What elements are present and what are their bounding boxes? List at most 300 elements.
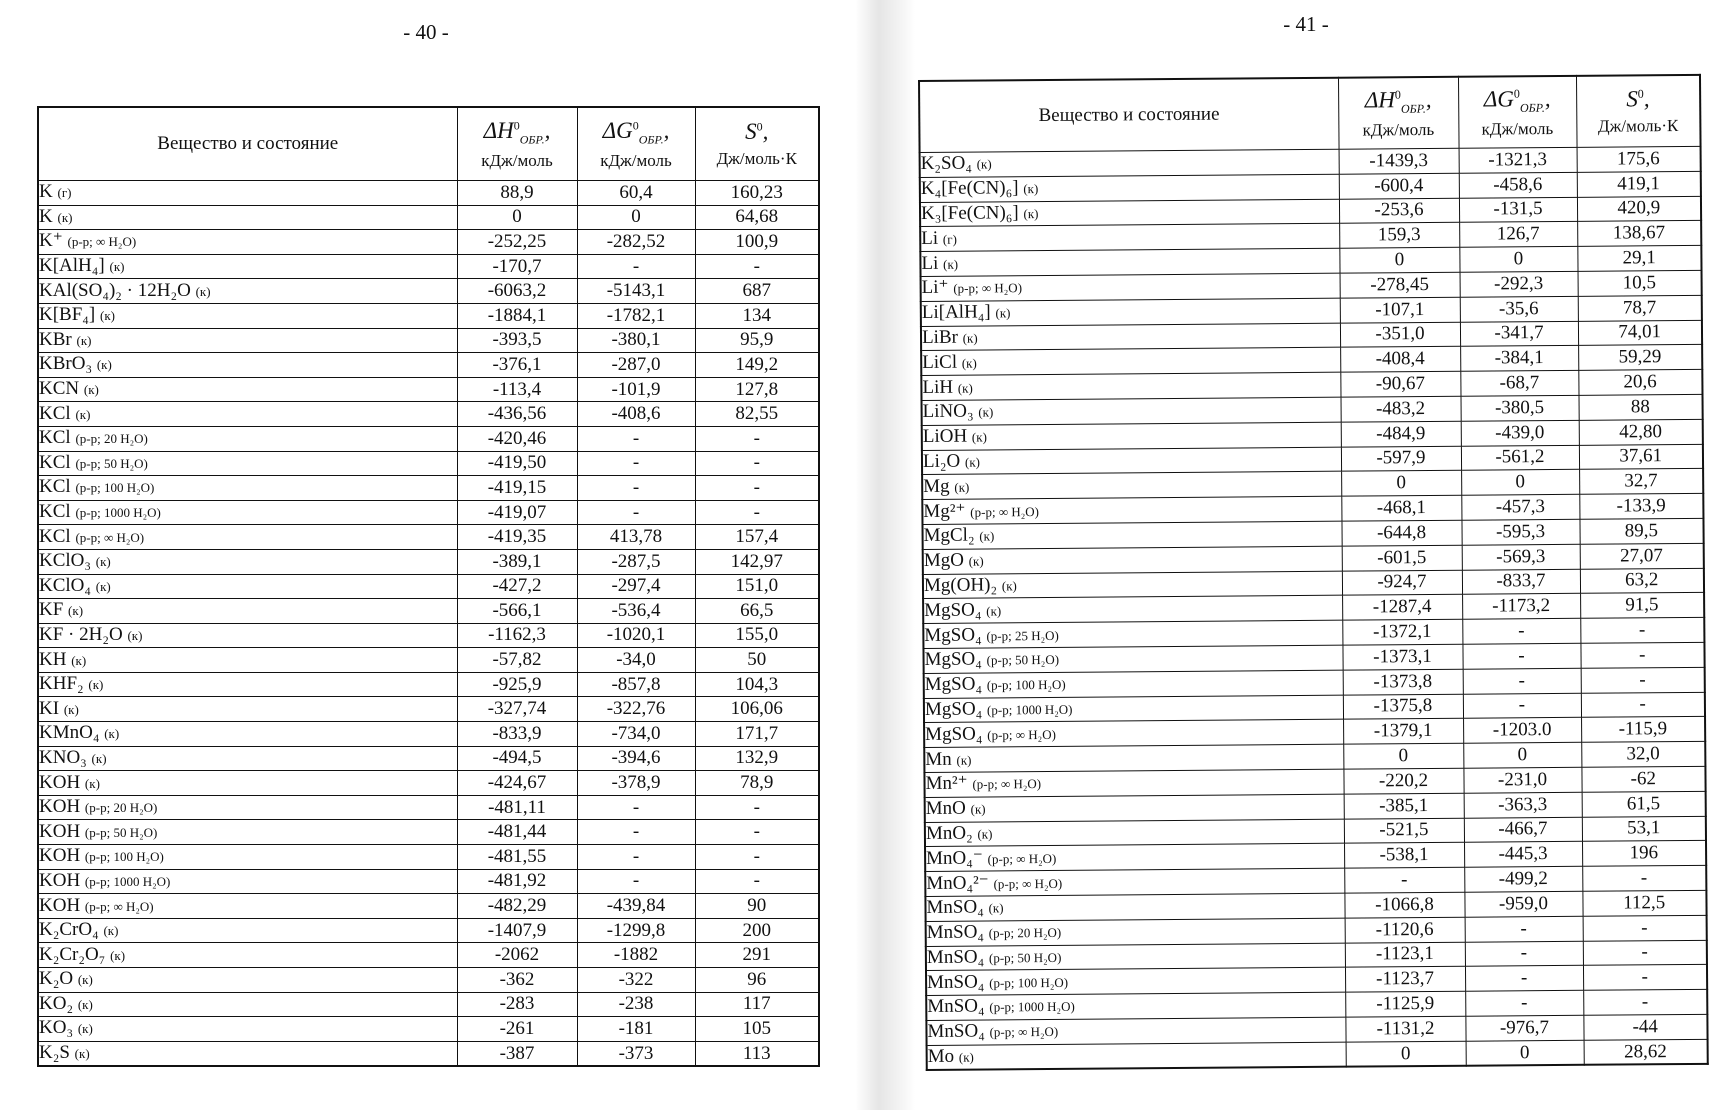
substance-cell — [924, 695, 1343, 723]
substance-formula: KCl — [39, 451, 71, 473]
substance-cell — [921, 298, 1340, 326]
substance-formula: LiCl — [922, 351, 958, 373]
substance-formula: MgSO₄ — [924, 698, 983, 720]
substance-cell — [922, 397, 1341, 425]
gibbs-cell: -363,3 — [1464, 792, 1582, 818]
substance-cell — [38, 525, 457, 550]
gibbs-cell: 0 — [577, 205, 695, 230]
gibbs-cell: -1782,1 — [577, 303, 695, 328]
header-enthalpy-unit: кДж/моль — [481, 150, 553, 170]
gibbs-cell: - — [577, 476, 695, 501]
substance-formula: KCl — [39, 501, 71, 523]
enthalpy-cell: -1884,1 — [457, 303, 577, 328]
substance-formula: KClO₄ — [39, 574, 92, 596]
enthalpy-cell: -1373,1 — [1342, 644, 1462, 670]
enthalpy-cell: -494,5 — [457, 746, 577, 771]
table-row — [38, 500, 819, 525]
substance-cell — [38, 746, 457, 771]
entropy-cell: 420,9 — [1577, 196, 1701, 222]
substance-cell — [38, 402, 457, 427]
table-row — [927, 1039, 1708, 1070]
entropy-cell: 113 — [695, 1041, 819, 1066]
substance-cell — [922, 521, 1341, 549]
enthalpy-cell: -385,1 — [1344, 793, 1464, 819]
substance-state: (к) — [962, 330, 978, 346]
enthalpy-cell: -2062 — [457, 943, 577, 968]
substance-formula: KOH — [39, 820, 81, 842]
substance-state: (р-р; 1000 H₂O) — [75, 505, 161, 521]
substance-cell — [38, 181, 457, 206]
entropy-cell: 10,5 — [1578, 270, 1702, 296]
gibbs-cell: -408,6 — [577, 402, 695, 427]
gibbs-cell: -1173,2 — [1462, 594, 1580, 620]
gibbs-cell: -734,0 — [577, 722, 695, 747]
substance-formula: KH — [39, 648, 67, 670]
entropy-cell: 74,01 — [1578, 320, 1702, 346]
substance-cell — [920, 174, 1339, 202]
substance-formula: LiNO₃ — [922, 400, 974, 423]
substance-state: (р-р; 1000 H₂O) — [986, 701, 1073, 718]
substance-cell — [921, 273, 1340, 301]
gibbs-cell: -68,7 — [1460, 370, 1578, 396]
table-row — [38, 869, 819, 894]
enthalpy-cell: -220,2 — [1343, 768, 1463, 794]
enthalpy-cell: -261 — [457, 1017, 577, 1042]
enthalpy-cell: -600,4 — [1339, 173, 1459, 199]
substance-formula: MgCl₂ — [923, 524, 975, 547]
substance-state: (к) — [104, 726, 120, 742]
entropy-cell: 66,5 — [695, 599, 819, 624]
gibbs-cell: -341,7 — [1460, 321, 1578, 347]
header-enthalpy: $\Delta H^0_{ОБР.}$, кДж/моль — [1338, 77, 1459, 149]
substance-state: (к) — [68, 603, 84, 619]
entropy-cell: 134 — [695, 303, 819, 328]
substance-formula: MnSO₄ — [927, 995, 985, 1018]
substance-state: (к) — [964, 454, 981, 470]
entropy-cell: - — [695, 254, 819, 279]
substance-state: (к) — [995, 305, 1011, 321]
entropy-cell: 132,9 — [695, 746, 819, 771]
substance-cell — [38, 279, 457, 304]
table-row — [38, 746, 819, 771]
substance-cell — [38, 476, 457, 501]
substance-cell — [38, 943, 457, 968]
enthalpy-cell: -468,1 — [1341, 495, 1461, 521]
substance-state: (к) — [57, 209, 73, 225]
entropy-cell: - — [1583, 989, 1707, 1015]
entropy-cell: -133,9 — [1579, 494, 1703, 520]
enthalpy-cell: -566,1 — [457, 599, 577, 624]
entropy-cell: - — [695, 795, 819, 820]
enthalpy-cell: -1066,8 — [1344, 892, 1464, 918]
substance-state: (к) — [88, 677, 104, 693]
substance-state: (р-р; ∞ H₂O) — [84, 898, 154, 914]
substance-formula: MgO — [923, 549, 964, 572]
substance-cell — [921, 372, 1340, 400]
substance-formula: KBrO₃ — [39, 353, 93, 375]
substance-cell — [924, 720, 1343, 748]
substance-formula: KCl — [39, 476, 71, 498]
enthalpy-cell: -1407,9 — [457, 918, 577, 943]
substance-formula: KCN — [39, 378, 80, 400]
substance-cell — [926, 967, 1345, 995]
substance-formula: KClO₃ — [39, 550, 92, 572]
entropy-cell: 82,55 — [695, 402, 819, 427]
table-row — [38, 549, 819, 574]
substance-formula: MgSO₄ — [925, 723, 983, 745]
substance-state: (р-р; 100 H₂O) — [989, 974, 1069, 991]
header-gibbs-sup: 0 — [632, 117, 639, 132]
entropy-cell: 151,0 — [695, 574, 819, 599]
substance-formula: KOH — [39, 845, 81, 867]
substance-formula: KNO₃ — [39, 746, 87, 768]
substance-cell — [38, 353, 457, 378]
entropy-cell: 687 — [695, 279, 819, 304]
substance-state: (к) — [109, 259, 125, 275]
entropy-cell: 160,23 — [695, 181, 819, 206]
substance-cell — [38, 697, 457, 722]
enthalpy-cell: -1123,1 — [1345, 942, 1465, 968]
substance-formula: K — [39, 181, 53, 203]
substance-cell — [38, 230, 457, 255]
header-enthalpy-symbol: ΔH — [483, 117, 514, 143]
gibbs-cell: -322,76 — [577, 697, 695, 722]
substance-state: (р-р; 1000 H₂O) — [84, 873, 171, 889]
substance-state: (р-р; ∞ H₂O) — [987, 850, 1057, 867]
enthalpy-cell: 0 — [1346, 1041, 1466, 1067]
entropy-cell: 27,07 — [1580, 543, 1704, 569]
gibbs-cell: -35,6 — [1460, 296, 1578, 322]
substance-cell — [923, 571, 1342, 599]
entropy-cell: - — [1582, 865, 1706, 891]
gibbs-cell: 60,4 — [577, 181, 695, 206]
gibbs-cell: - — [577, 795, 695, 820]
substance-state: (р-р; 50 H₂O) — [986, 652, 1060, 668]
table-row — [38, 1041, 819, 1066]
gibbs-cell: -445,3 — [1464, 842, 1582, 868]
gibbs-cell: - — [1462, 643, 1580, 669]
entropy-cell: 171,7 — [695, 722, 819, 747]
entropy-cell: 91,5 — [1580, 593, 1704, 619]
substance-cell — [38, 968, 457, 993]
substance-formula: KCl — [39, 402, 71, 424]
enthalpy-cell: -278,45 — [1340, 272, 1460, 298]
enthalpy-cell: -538,1 — [1344, 843, 1464, 869]
substance-cell — [38, 894, 457, 919]
substance-state: (к) — [84, 775, 100, 791]
substance-formula: K[BF₄] — [39, 304, 96, 326]
substance-cell — [38, 869, 457, 894]
table-row — [38, 451, 819, 476]
substance-cell — [38, 623, 457, 648]
substance-formula: K[AlH₄] — [39, 255, 105, 277]
substance-cell — [38, 254, 457, 279]
table-row — [38, 1017, 819, 1042]
substance-formula: K⁺ — [39, 230, 63, 252]
enthalpy-cell: -408,4 — [1340, 347, 1460, 373]
page-number: - 41 - — [1283, 12, 1329, 36]
gibbs-cell: - — [577, 869, 695, 894]
substance-state: (к) — [71, 652, 87, 668]
substance-cell — [38, 648, 457, 673]
substance-cell — [38, 722, 457, 747]
gibbs-cell: - — [577, 845, 695, 870]
substance-formula: KOH — [39, 894, 81, 916]
table-row — [38, 599, 819, 624]
substance-formula: Mg(OH)₂ — [923, 574, 998, 596]
substance-state: (р-р; ∞ H₂O) — [987, 726, 1056, 743]
entropy-cell: 105 — [695, 1017, 819, 1042]
gibbs-cell: -131,5 — [1459, 197, 1577, 223]
substance-cell — [926, 992, 1345, 1020]
enthalpy-cell: -597,9 — [1341, 446, 1461, 472]
entropy-cell: - — [695, 476, 819, 501]
header-gibbs-sup: 0 — [1513, 86, 1520, 101]
substance-formula: KHF₂ — [39, 673, 84, 695]
gibbs-cell: - — [577, 254, 695, 279]
substance-state: (к) — [195, 283, 211, 299]
entropy-cell: 78,7 — [1578, 295, 1702, 321]
substance-formula: KAl(SO₄)₂ · 12H₂O — [39, 279, 191, 301]
substance-state: (к) — [100, 308, 115, 324]
header-entropy-symbol: S — [1626, 86, 1638, 112]
enthalpy-cell: -924,7 — [1342, 570, 1462, 596]
substance-state: (р-р; 20 H₂O) — [75, 431, 148, 447]
enthalpy-cell: -283 — [457, 992, 577, 1017]
entropy-cell: 104,3 — [695, 672, 819, 697]
gibbs-cell: -1299,8 — [577, 918, 695, 943]
substance-formula: MnSO₄ — [927, 1020, 985, 1043]
entropy-cell: 64,68 — [695, 205, 819, 230]
substance-cell — [925, 868, 1344, 896]
header-gibbs: $\Delta G^0_{ОБР.}$, кДж/моль — [1458, 76, 1577, 148]
substance-cell — [920, 149, 1339, 177]
substance-state: (к) — [83, 382, 99, 398]
substance-formula: KMnO₄ — [39, 722, 100, 744]
substance-state: (к) — [63, 701, 79, 717]
gibbs-cell: -394,6 — [577, 746, 695, 771]
substance-formula: Li₂O — [922, 450, 961, 472]
substance-state: (к) — [970, 801, 986, 817]
entropy-cell: -44 — [1583, 1014, 1707, 1040]
substance-formula: KBr — [39, 328, 72, 350]
substance-state: (к) — [971, 429, 987, 445]
gibbs-cell: -282,52 — [577, 230, 695, 255]
enthalpy-cell: -424,67 — [457, 771, 577, 796]
gibbs-cell: -595,3 — [1461, 519, 1579, 545]
entropy-cell: -115,9 — [1581, 717, 1705, 743]
gibbs-cell: -1020,1 — [577, 623, 695, 648]
gibbs-cell: - — [1465, 916, 1583, 942]
enthalpy-cell: -521,5 — [1344, 818, 1464, 844]
substance-cell — [926, 918, 1345, 946]
header-gibbs: $\Delta G^0_{ОБР.}$, кДж/моль — [577, 107, 695, 181]
header-gibbs-symbol: ΔG — [1483, 85, 1514, 112]
table-row — [38, 328, 819, 353]
table-row — [38, 303, 819, 328]
table-row — [38, 845, 819, 870]
table-body — [38, 181, 819, 1067]
gibbs-cell: -439,0 — [1461, 420, 1579, 446]
enthalpy-cell: -419,35 — [457, 525, 577, 550]
entropy-cell: 100,9 — [695, 230, 819, 255]
substance-formula: Li — [921, 252, 939, 274]
gibbs-cell: -34,0 — [577, 648, 695, 673]
substance-state: (к) — [76, 332, 92, 348]
substance-cell — [924, 670, 1343, 698]
header-gibbs-unit: кДж/моль — [600, 150, 672, 170]
substance-state: (к) — [95, 554, 111, 570]
gibbs-cell: - — [1465, 966, 1583, 992]
enthalpy-cell: -90,67 — [1340, 371, 1460, 397]
substance-formula: K₂CrO₄ — [39, 919, 99, 941]
gibbs-cell: 413,78 — [577, 525, 695, 550]
table-row — [38, 894, 819, 919]
enthalpy-cell: -1375,8 — [1343, 694, 1463, 720]
substance-formula: KO₂ — [39, 992, 74, 1014]
enthalpy-cell: -481,55 — [457, 845, 577, 870]
entropy-cell: 291 — [695, 943, 819, 968]
substance-formula: MgSO₄ — [924, 599, 982, 621]
substance-state: (р-р; 50 H₂O) — [75, 455, 148, 471]
gibbs-cell: -292,3 — [1460, 271, 1578, 297]
substance-cell — [925, 819, 1344, 847]
header-enthalpy-sub: ОБР. — [1400, 101, 1426, 116]
gibbs-cell: -536,4 — [577, 599, 695, 624]
substance-formula: MnSO₄ — [926, 896, 984, 919]
substance-cell — [924, 769, 1343, 797]
enthalpy-cell: -1162,3 — [457, 623, 577, 648]
substance-cell — [923, 620, 1342, 648]
header-gibbs-symbol: ΔG — [602, 117, 633, 143]
enthalpy-cell: 0 — [457, 205, 577, 230]
substance-state: (р-р; 1000 H₂O) — [989, 999, 1075, 1015]
table-body — [920, 146, 1708, 1070]
substance-cell — [923, 596, 1342, 624]
gibbs-cell: -101,9 — [577, 377, 695, 402]
table-row — [38, 697, 819, 722]
substance-state: (р-р; 100 H₂O) — [84, 849, 164, 865]
enthalpy-cell: -833,9 — [457, 722, 577, 747]
entropy-cell: - — [695, 869, 819, 894]
substance-formula: KCl — [39, 427, 71, 449]
gibbs-cell: - — [1465, 941, 1583, 967]
header-enthalpy-symbol: ΔH — [1364, 86, 1395, 113]
entropy-cell: 142,97 — [695, 549, 819, 574]
entropy-cell: 88 — [1578, 394, 1702, 420]
substance-state: (к) — [1023, 206, 1039, 222]
header-gibbs-sub: ОБР. — [638, 132, 664, 147]
table-row — [38, 353, 819, 378]
enthalpy-cell: -376,1 — [457, 353, 577, 378]
enthalpy-cell: 0 — [1341, 471, 1461, 497]
enthalpy-cell: -484,9 — [1341, 421, 1461, 447]
header-enthalpy-sub: ОБР. — [519, 132, 545, 147]
substance-cell — [38, 303, 457, 328]
enthalpy-cell: -481,11 — [457, 795, 577, 820]
enthalpy-cell: -253,6 — [1339, 198, 1459, 224]
substance-state: (р-р; 50 H₂O) — [84, 824, 158, 840]
entropy-cell: 95,9 — [695, 328, 819, 353]
substance-cell — [38, 328, 457, 353]
substance-state: (к) — [127, 627, 143, 643]
enthalpy-cell: -389,1 — [457, 549, 577, 574]
substance-state: (к) — [956, 752, 972, 768]
substance-cell — [38, 992, 457, 1017]
entropy-cell: - — [695, 845, 819, 870]
enthalpy-cell: -1379,1 — [1343, 719, 1463, 745]
substance-formula: Mo — [927, 1045, 955, 1068]
substance-formula: K₂S — [39, 1042, 70, 1064]
substance-formula: MgSO₄ — [924, 648, 982, 671]
gibbs-cell: - — [577, 451, 695, 476]
entropy-cell: 42,80 — [1579, 419, 1703, 445]
enthalpy-cell: -1287,4 — [1342, 595, 1462, 621]
substance-formula: MnO — [925, 797, 966, 820]
substance-state: (р-р; ∞ H₂O) — [989, 1024, 1059, 1040]
gibbs-cell: - — [577, 820, 695, 845]
substance-state: (к) — [96, 357, 112, 373]
table-row — [38, 426, 819, 451]
substance-formula: Mn²⁺ — [925, 772, 968, 795]
enthalpy-cell: -1131,2 — [1345, 1016, 1465, 1042]
table-row — [38, 574, 819, 599]
substance-formula: LiBr — [921, 326, 958, 348]
thermo-table — [918, 74, 1709, 1072]
substance-cell — [38, 599, 457, 624]
substance-cell — [922, 472, 1341, 500]
substance-cell — [923, 546, 1342, 574]
substance-state: (к) — [979, 528, 995, 544]
substance-cell — [38, 377, 457, 402]
substance-cell — [38, 426, 457, 451]
enthalpy-cell: -393,5 — [457, 328, 577, 353]
left-page — [0, 0, 855, 1110]
substance-formula: KO₃ — [39, 1017, 74, 1039]
entropy-cell: 90 — [695, 894, 819, 919]
enthalpy-cell: -57,82 — [457, 648, 577, 673]
gibbs-cell: 0 — [1463, 742, 1581, 768]
header-enthalpy: $\Delta H^0_{ОБР.}$, кДж/моль — [457, 107, 577, 181]
gibbs-cell: -1321,3 — [1459, 147, 1577, 173]
substance-cell — [38, 918, 457, 943]
entropy-cell: 28,62 — [1584, 1039, 1708, 1065]
table-row — [38, 525, 819, 550]
header-substance: Вещество и состояние — [38, 107, 457, 181]
right-page — [855, 0, 1711, 1110]
gibbs-cell: -181 — [577, 1017, 695, 1042]
substance-formula: MgSO₄ — [924, 624, 982, 646]
substance-state: (к) — [110, 947, 126, 963]
substance-formula: Mg — [923, 475, 950, 497]
gibbs-cell: -378,9 — [577, 771, 695, 796]
substance-cell — [38, 500, 457, 525]
enthalpy-cell: -419,50 — [457, 451, 577, 476]
table-row — [38, 230, 819, 255]
gibbs-cell: 0 — [1466, 1040, 1584, 1066]
substance-cell — [38, 672, 457, 697]
enthalpy-cell: -481,44 — [457, 820, 577, 845]
entropy-cell: - — [695, 500, 819, 525]
gibbs-cell: -561,2 — [1461, 445, 1579, 471]
enthalpy-cell: -644,8 — [1341, 520, 1461, 546]
table-row — [38, 992, 819, 1017]
table-row — [38, 968, 819, 993]
substance-state: (к) — [976, 156, 992, 172]
table-row — [38, 279, 819, 304]
substance-formula: K₂Cr₂O₇ — [39, 943, 106, 965]
substance-state: (к) — [95, 578, 111, 594]
